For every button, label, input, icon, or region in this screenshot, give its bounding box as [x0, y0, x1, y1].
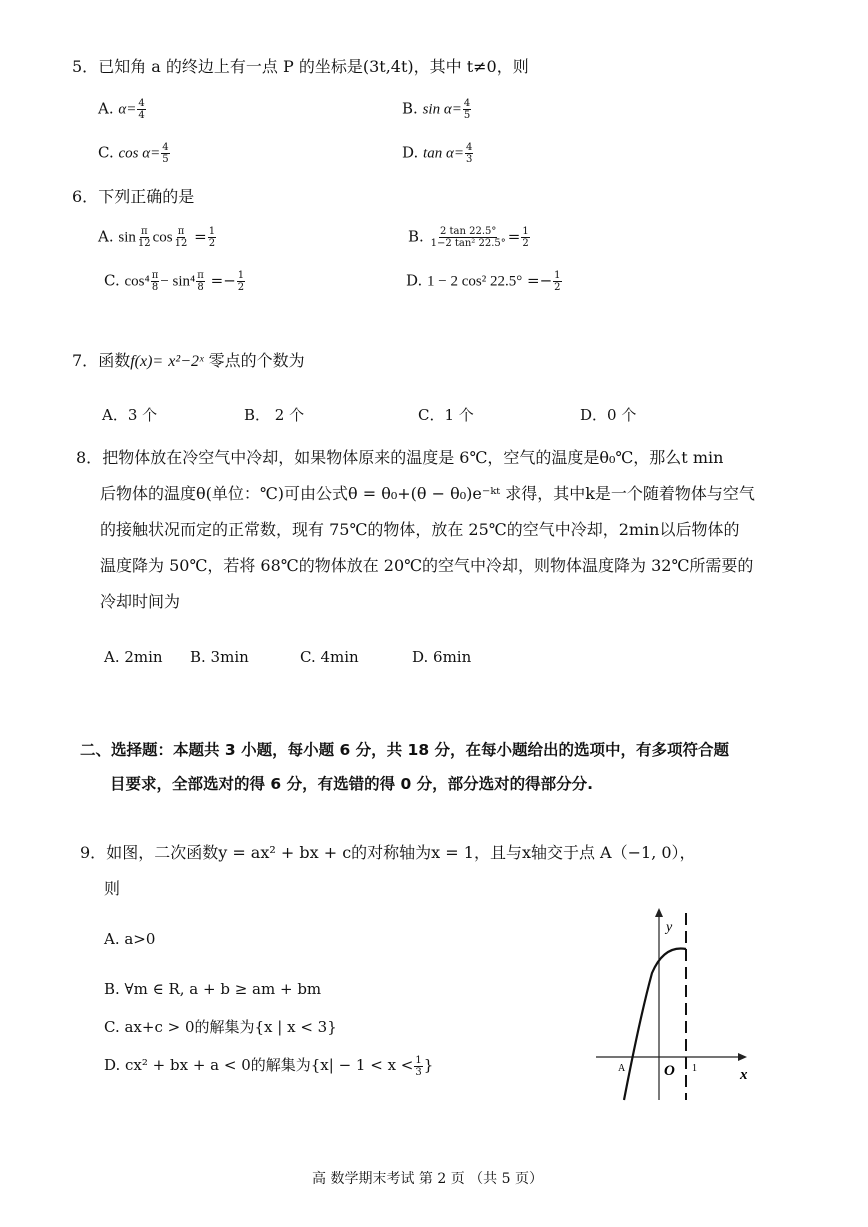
fraction [414, 1055, 422, 1078]
denominator: 12 [137, 238, 151, 249]
denominator: 3 [415, 1066, 422, 1078]
math-lhs: tan α= [423, 145, 464, 162]
q6-number: 6． [72, 187, 99, 206]
quadratic-graph [590, 905, 770, 1105]
q6-option-a [98, 226, 217, 249]
fraction [430, 226, 507, 249]
fraction [237, 270, 245, 293]
section-heading-line-2: 目要求，全部选对的得 6 分，有选错的得 0 分，部分选对的得部分分. [110, 775, 594, 793]
q9-number: 9． [80, 843, 107, 862]
numerator: π [140, 226, 148, 237]
q7-option-c: C．1 个 [418, 406, 474, 424]
q7-number: 7． [72, 351, 99, 370]
page-footer: 高 数学期末考试 第 2 页 （共 5 页） [312, 1171, 543, 1187]
q5-option-b [402, 98, 472, 121]
numerator: π [197, 270, 204, 281]
option-label: C. [98, 143, 114, 162]
math-lhs: α= [118, 101, 137, 118]
numerator: 1 [237, 270, 245, 281]
tick-one-label: 1 [692, 1063, 697, 1074]
q8-line-1 [76, 440, 723, 476]
denominator: 2 [554, 282, 561, 293]
denominator: 2 [522, 238, 529, 249]
denominator: 8 [197, 282, 204, 293]
cos-text: cos [152, 229, 173, 246]
denominator: 8 [151, 282, 159, 293]
fraction [553, 270, 561, 293]
q7-option-a: A．3 个 [102, 406, 158, 424]
q8-line-2: 后物体的温度θ(单位：℃)可由公式θ = θ₀+(θ − θ₀)e⁻ᵏᵗ 求得，其中k是一个随着物体与空气 [100, 484, 755, 503]
q8-option-d: D. 6min [412, 648, 472, 666]
q9-line-1 [80, 840, 696, 863]
fraction [521, 226, 529, 249]
q8-line-5: 冷却时间为 [100, 592, 181, 611]
numerator: π [177, 226, 185, 237]
q7-option-d: D．0 个 [580, 406, 637, 424]
numerator: 4 [465, 142, 473, 153]
q5-number: 5． [72, 57, 99, 76]
point-a-label: A [618, 1063, 626, 1074]
expression: 1 − 2 cos² 22.5° [427, 273, 523, 290]
equals: =− [210, 271, 236, 290]
math-lhs: cos α= [118, 145, 161, 162]
option-label: A. [98, 99, 114, 118]
denominator: 5 [162, 154, 169, 165]
numerator: 4 [162, 142, 169, 153]
sin4-text: − sin⁴ [160, 273, 196, 290]
denominator: 2 [237, 282, 245, 293]
q5-option-a [98, 98, 147, 121]
numerator: 4 [463, 98, 471, 109]
q8-option-a: A. 2min [104, 648, 163, 666]
fraction [463, 98, 471, 121]
q6-option-b [408, 226, 531, 249]
numerator: 4 [138, 98, 145, 109]
numerator: 1 [208, 226, 216, 237]
fraction [151, 270, 160, 293]
function-expr: x²−2ˣ [168, 353, 204, 370]
math-lhs: sin α= [422, 101, 462, 118]
option-label: B. [408, 227, 424, 246]
x-axis-arrow-icon [738, 1053, 747, 1061]
fraction [196, 270, 205, 293]
origin-label: O [664, 1063, 675, 1079]
cos4-text: cos⁴ [124, 273, 150, 290]
numerator: 2 tan 22.5° [439, 226, 497, 237]
sin-text: sin [118, 229, 136, 246]
q9-option-b: B. ∀m ∈ R, a + b ≥ am + bm [104, 980, 322, 998]
function-name: f(x)= [130, 353, 164, 370]
option-label: C. [104, 271, 120, 290]
denominator: 1−2 tan² 22.5° [430, 238, 506, 249]
denominator: 4 [138, 110, 145, 121]
option-label: D. [402, 143, 419, 162]
y-label: y [666, 920, 673, 935]
q8-option-b: B. 3min [190, 648, 249, 666]
q9-option-a: A. a>0 [104, 930, 156, 948]
denominator: 2 [208, 238, 216, 249]
numerator: 1 [415, 1054, 422, 1066]
fraction [137, 98, 145, 121]
fraction [137, 226, 152, 249]
equals: = [194, 227, 207, 246]
q9-option-c: C. ax+c > 0的解集为{x | x < 3} [104, 1018, 337, 1036]
denominator: 3 [465, 154, 473, 165]
q5-option-d [402, 142, 474, 165]
fraction [161, 142, 169, 165]
q8-line-3: 的接触状况而定的正常数，现有 75℃的物体，放在 25℃的空气中冷却，2min以后物体的 [100, 520, 740, 539]
option-label: B. [402, 99, 418, 118]
q8-option-c: C. 4min [300, 648, 359, 666]
q5-stem [72, 54, 529, 77]
q6-option-c [104, 270, 246, 293]
q9-line-2: 则 [104, 879, 121, 898]
x-label: x [740, 1067, 748, 1083]
option-d-text: D. cx² + bx + a < 0的解集为{x| − 1 < x < [104, 1056, 414, 1074]
q9-option-d [104, 1054, 433, 1078]
q8-line-4: 温度降为 50℃，若将 68℃的物体放在 20℃的空气中冷却，则物体温度降为 32℃所需要的 [100, 556, 754, 575]
q7-stem-a: 函数 [98, 351, 131, 370]
q5-option-c [98, 142, 171, 165]
denominator: 5 [463, 110, 471, 121]
equals: =− [527, 271, 553, 290]
option-label: A. [98, 227, 114, 246]
q8-text: 把物体放在冷空气中冷却，如果物体原来的温度是 6℃，空气的温度是θ₀℃，那么t min [102, 448, 724, 467]
fraction [208, 226, 216, 249]
option-label: D. [406, 271, 423, 290]
q6-option-d [406, 270, 563, 293]
q9-text: 如图，二次函数y = ax² + bx + c的对称轴为x = 1，且与x轴交于点 A（−1, 0）， [106, 843, 696, 862]
q8-number: 8． [76, 448, 103, 467]
parabola-curve [624, 949, 686, 1101]
q7-stem-b: 零点的个数为 [208, 351, 305, 370]
denominator: 12 [174, 238, 188, 249]
closing-brace: } [423, 1056, 434, 1074]
equals: = [507, 227, 521, 246]
numerator: 1 [522, 226, 529, 237]
q7-option-b: B． 2 个 [244, 406, 305, 424]
q5-stem-text: 已知角 a 的终边上有一点 P 的坐标是(3t,4t)，其中 t≠0，则 [98, 57, 529, 76]
section-heading-line-1: 二、选择题：本题共 3 小题，每小题 6 分，共 18 分，在每小题给出的选项中，有多项符合题 [80, 741, 730, 759]
y-axis-arrow-icon [655, 908, 663, 917]
numerator: π [151, 270, 159, 281]
q6-stem [72, 184, 194, 207]
numerator: 1 [554, 270, 561, 281]
q7-stem [72, 348, 305, 371]
fraction [465, 142, 473, 165]
fraction [174, 226, 189, 249]
q6-stem-text: 下列正确的是 [98, 187, 195, 206]
